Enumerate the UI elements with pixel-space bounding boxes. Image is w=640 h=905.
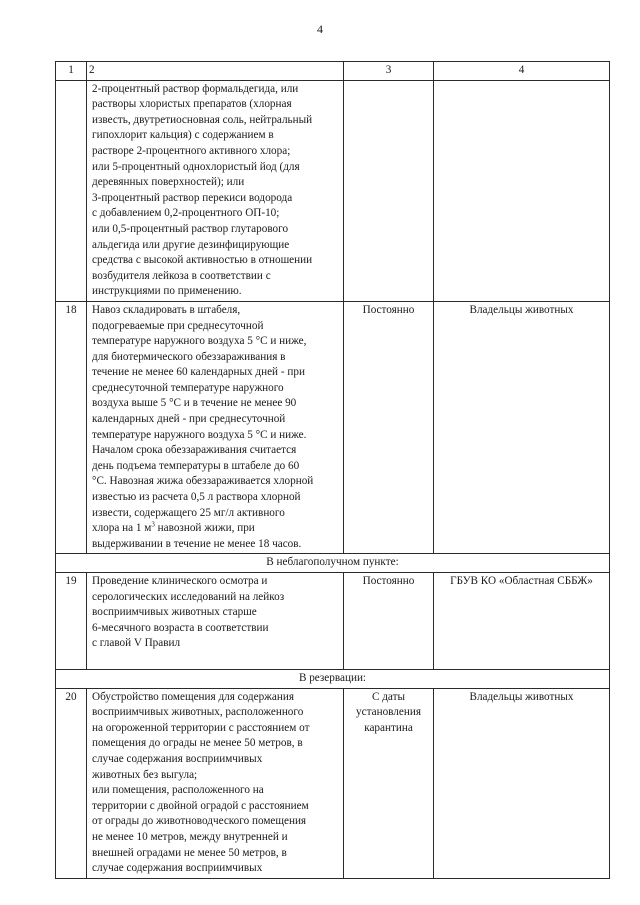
row-number: 20 <box>56 688 87 878</box>
text-line: гипохлорит кальция) с содержанием в <box>92 129 274 142</box>
header-col-3: 3 <box>344 62 434 81</box>
table-row-20 <box>56 688 610 878</box>
text-line: средства с высокой активностью в отношении <box>92 254 313 267</box>
text-line: животных без выгула; <box>92 768 198 781</box>
text-line: температуре наружного воздуха 5 °С и ниже. <box>92 428 307 441</box>
measures-table <box>55 61 610 879</box>
text-line: 2-процентный раствор формальдегида, или <box>92 82 299 95</box>
text-line: на огороженной территории с расстоянием от <box>92 721 310 734</box>
table-row-continued <box>56 80 610 301</box>
text-line <box>92 521 338 537</box>
table-header-row <box>56 62 610 81</box>
period-cell: Постоянно <box>344 573 434 670</box>
text-line: восприимчивых животных старше <box>92 606 257 619</box>
text-line: возбудителя лейкоза в соответствии с <box>92 269 271 282</box>
text-fragment: навозной жижи, при <box>154 522 255 535</box>
section-row <box>56 669 610 688</box>
text-line: извести, содержащего 25 мг/л активного <box>92 506 285 519</box>
text-line: Обустройство помещения для содержания <box>92 690 294 703</box>
table-row-18 <box>56 301 610 554</box>
text-line: от ограды до животноводческого помещения <box>92 815 307 828</box>
text-line: Началом срока обеззараживания считается <box>92 444 297 457</box>
text-line: альдегида или другие дезинфицирующие <box>92 238 290 251</box>
section-heading: В неблагополучном пункте: <box>56 554 610 573</box>
responsible-cell: ГБУВ КО «Областная СББЖ» <box>434 573 610 670</box>
table-row-19 <box>56 573 610 670</box>
text-line: случае содержания восприимчивых <box>92 752 263 765</box>
text-line: для биотермического обеззараживания в <box>92 350 286 363</box>
text-line: Навоз складировать в штабеля, <box>92 303 241 316</box>
header-col-1: 1 <box>56 62 87 81</box>
header-col-4: 4 <box>434 62 610 81</box>
text-line: или 0,5-процентный раствор глутарового <box>92 222 289 235</box>
text-line: °С. Навозная жижа обеззараживается хлорной <box>92 475 314 488</box>
responsible-cell <box>434 80 610 301</box>
page-number: 4 <box>317 22 323 36</box>
text-line: 6-месячного возраста в соответствии <box>92 621 269 634</box>
text-line: известью из расчета 0,5 л раствора хлорной <box>92 491 301 504</box>
measure-text-cell <box>87 573 344 670</box>
text-line: растворы хлористых препаратов (хлорная <box>92 98 292 111</box>
row-number-cell <box>56 80 87 301</box>
text-line: подогреваемые при среднесуточной <box>92 319 264 332</box>
text-line: с главой V Правил <box>92 637 181 650</box>
text-line: день подъема температуры в штабеле до 60 <box>92 459 300 472</box>
text-line: не менее 10 метров, между внутренней и <box>92 830 288 843</box>
section-heading: В резервации: <box>56 669 610 688</box>
responsible-cell: Владельцы животных <box>434 688 610 878</box>
text-line: случае содержания восприимчивых <box>92 862 263 875</box>
text-fragment: хлора на 1 м <box>92 522 152 535</box>
header-col-2: 2 <box>87 62 344 81</box>
text-line: температуре наружного воздуха 5 °С и ниже, <box>92 335 307 348</box>
section-row <box>56 554 610 573</box>
period-cell: Постоянно <box>344 301 434 554</box>
text-line: 3-процентный раствор перекиси водорода <box>92 191 293 204</box>
text-line: внешней оградами не менее 50 метров, в <box>92 846 287 859</box>
row-number: 19 <box>56 573 87 670</box>
row-number: 18 <box>56 301 87 554</box>
measure-text-cell <box>87 301 344 554</box>
text-line: течение не менее 60 календарных дней - при <box>92 366 305 379</box>
period-cell <box>344 80 434 301</box>
text-line: деревянных поверхностей); или <box>92 176 245 189</box>
text-line: растворе 2-процентного активного хлора; <box>92 144 291 157</box>
text-line: с добавлением 0,2-процентного ОП-10; <box>92 207 280 220</box>
responsible-cell: Владельцы животных <box>434 301 610 554</box>
text-line: помещения до ограды не менее 50 метров, в <box>92 737 303 750</box>
text-line: или 5-процентный однохлористый йод (для <box>92 160 300 173</box>
text-line: восприимчивых животных, расположенного <box>92 706 304 719</box>
text-line: календарных дней - при среднесуточной <box>92 413 286 426</box>
text-line: серологических исследований на лейкоз <box>92 590 285 603</box>
text-line: известь, двутретиосновная соль, нейтральный <box>92 113 313 126</box>
text-line: или помещения, расположенного на <box>92 784 264 797</box>
measure-text-cell <box>87 688 344 878</box>
text-line: территории с двойной оградой с расстоянием <box>92 799 309 812</box>
period-cell: С даты установления карантина <box>344 688 434 878</box>
text-line: выдерживании в течение не менее 18 часов. <box>92 537 302 550</box>
measure-text-cell <box>87 80 344 301</box>
text-line: инструкциями по применению. <box>92 285 242 298</box>
text-line: среднесуточной температуре наружного <box>92 381 284 394</box>
text-line: Проведение клинического осмотра и <box>92 575 268 587</box>
text-line: воздуха выше 5 °С и в течение не менее 90 <box>92 397 297 410</box>
superscript-3: 3 <box>151 520 155 529</box>
